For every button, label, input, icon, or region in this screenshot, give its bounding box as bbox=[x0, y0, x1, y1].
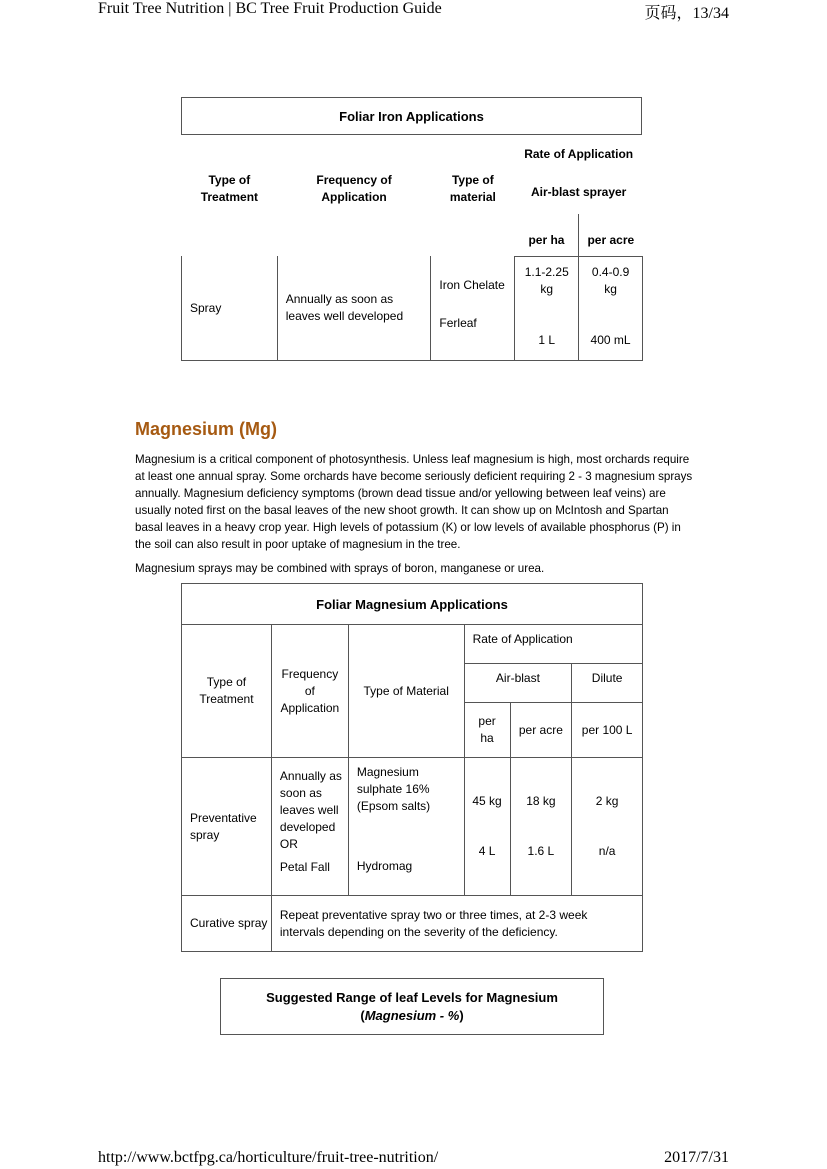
iron-per-ha: per ha bbox=[528, 232, 565, 247]
magnesium-paragraph: Magnesium is a critical component of photosynthesis. Unless leaf magnesium is high, most orchards require at least one annual spray. Some orchards have become seriously deficient requiring 2 - 3 magnesium sprays annually. Magnesium deficiency symptoms (brown dead tissue and/or yellowing between leaf veins) are usually noted first on the basal leaves of the new shoot growth. It can show up on McIntosh and Spartan basal leaves in a heavy crop year. High levels of potassium (K) or low levels of available phosphorus (P) in the soil can also result in poor uptake of magnesium in the tree. bbox=[135, 453, 693, 551]
iron-material: Iron Chelate bbox=[431, 256, 515, 306]
header-page-number: 页码，13/34 bbox=[644, 5, 729, 22]
iron-material: Ferleaf bbox=[431, 306, 515, 360]
mg-frequency-line: Annually as soon as leaves well developed OR bbox=[279, 769, 342, 851]
header-title: Fruit Tree Nutrition | BC Tree Fruit Production Guide bbox=[98, 0, 442, 17]
mg-frequency-line: Petal Fall bbox=[279, 860, 330, 874]
leaf-levels-title: Suggested Range of leaf Levels for Magnesium bbox=[266, 989, 558, 1005]
magnesium-heading: Magnesium (Mg) bbox=[135, 419, 277, 439]
leaf-levels-subtitle: (Magnesium - %) bbox=[360, 1007, 464, 1023]
iron-col-material: Type of material bbox=[449, 173, 496, 204]
iron-rate-acre: 0.4-0.9 kg bbox=[579, 256, 643, 306]
iron-treatment: Spray bbox=[182, 256, 278, 360]
mg-preventative-material bbox=[348, 758, 464, 896]
mg-rate-value: n/a bbox=[598, 844, 616, 858]
mg-material-line: Hydromag bbox=[356, 859, 413, 873]
mg-preventative-frequency bbox=[271, 758, 348, 896]
mg-material-line: Magnesium sulphate 16% (Epsom salts) bbox=[356, 765, 431, 813]
iron-per-acre: per acre bbox=[579, 214, 643, 256]
page-footer bbox=[98, 1149, 729, 1167]
mg-rate-value: 4 L bbox=[478, 844, 496, 858]
mg-rate-dilute bbox=[572, 758, 643, 896]
iron-rate-ha: 1 L bbox=[515, 306, 579, 360]
mg-per-acre: per acre bbox=[510, 703, 572, 758]
mg-curative-treatment: Curative spray bbox=[182, 896, 272, 952]
mg-rate-header: Rate of Application bbox=[464, 625, 642, 664]
mg-preventative-treatment: Preventative spray bbox=[182, 758, 272, 896]
magnesium-note: Magnesium sprays may be combined with sprays of boron, manganese or urea. bbox=[135, 562, 545, 575]
mg-airblast-header: Air-blast bbox=[464, 664, 572, 703]
mg-table-title: Foliar Magnesium Applications bbox=[182, 584, 643, 625]
mg-rate-ha bbox=[464, 758, 510, 896]
mg-per-100l: per 100 L bbox=[572, 703, 643, 758]
footer-url: http://www.bctfpg.ca/horticulture/fruit-tree-nutrition/ bbox=[98, 1149, 439, 1166]
leaf-levels-table-title bbox=[220, 978, 604, 1035]
mg-per-ha: per ha bbox=[464, 703, 510, 758]
mg-rate-acre bbox=[510, 758, 572, 896]
mg-rate-value: 45 kg bbox=[472, 794, 502, 808]
iron-rate-header: Rate of Application bbox=[524, 146, 634, 161]
iron-table bbox=[181, 137, 643, 361]
iron-sprayer-header: Air-blast sprayer bbox=[530, 185, 627, 199]
mg-rate-value: 2 kg bbox=[595, 794, 619, 808]
iron-col-frequency: Frequency of Application bbox=[316, 173, 392, 204]
iron-rate-acre: 400 mL bbox=[579, 306, 643, 360]
mg-curative-text: Repeat preventative spray two or three times, at 2-3 week intervals depending on the severity of the deficiency. bbox=[271, 896, 642, 952]
iron-frequency: Annually as soon as leaves well developed bbox=[277, 256, 431, 360]
mg-col-frequency: Frequency of Application bbox=[271, 625, 348, 758]
mg-rate-value: 1.6 L bbox=[527, 844, 555, 858]
mg-col-type: Type of Treatment bbox=[182, 625, 272, 758]
mg-dilute-header: Dilute bbox=[572, 664, 643, 703]
footer-date: 2017/7/31 bbox=[664, 1149, 729, 1166]
magnesium-table bbox=[181, 583, 643, 952]
iron-col-type: Type of Treatment bbox=[200, 173, 259, 204]
iron-table-title: Foliar Iron Applications bbox=[181, 97, 642, 135]
leaf-levels-unit: Magnesium - % bbox=[364, 1007, 460, 1023]
mg-col-material: Type of Material bbox=[348, 625, 464, 758]
page-header bbox=[98, 0, 729, 23]
mg-rate-value: 18 kg bbox=[526, 794, 556, 808]
iron-rate-ha: 1.1-2.25 kg bbox=[515, 256, 579, 306]
